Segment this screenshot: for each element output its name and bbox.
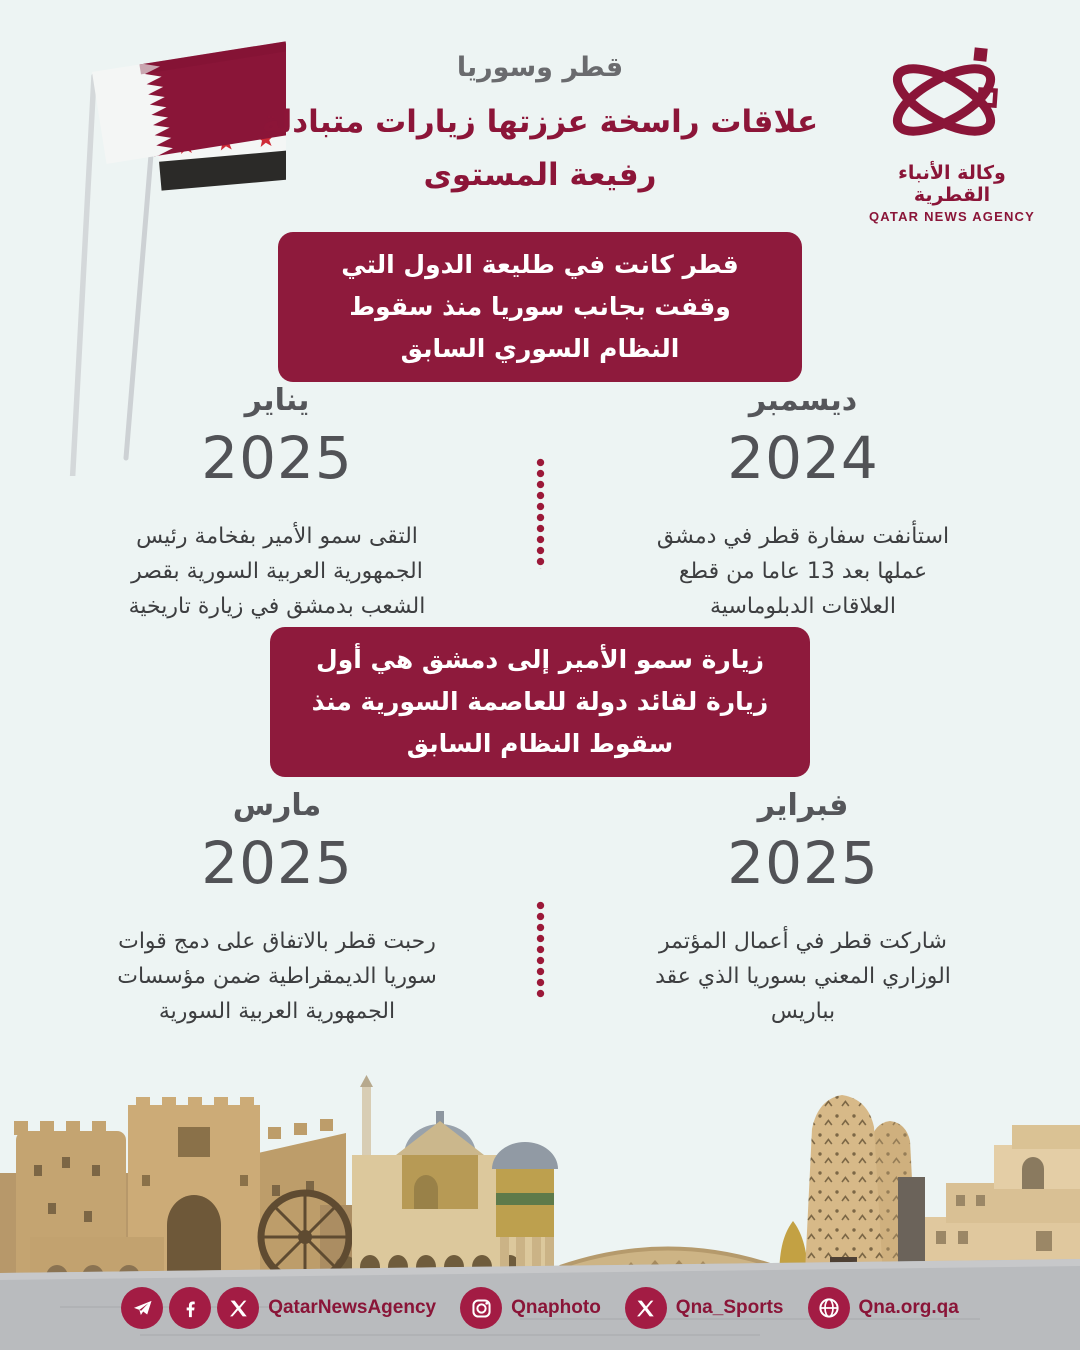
qna-logo-name-english: QATAR NEWS AGENCY	[868, 209, 1036, 224]
timeline-card-december-2024	[638, 383, 968, 624]
highlight-banner-2	[270, 627, 810, 777]
facebook-icon[interactable]	[169, 1287, 211, 1329]
globe-icon[interactable]	[808, 1287, 850, 1329]
x-icon[interactable]	[625, 1287, 667, 1329]
page-title-line2: رفيعة المستوى	[423, 156, 657, 193]
timeline-row-1	[0, 383, 1080, 624]
social-icons	[121, 1287, 259, 1329]
timeline-description: شاركت قطر في أعمال المؤتمر الوزاري المعني بسوريا الذي عقد بباريس	[655, 929, 951, 1024]
timeline-year: 2025	[727, 829, 879, 897]
x-icon[interactable]	[217, 1287, 259, 1329]
timeline-month: يناير	[244, 383, 310, 418]
page-title	[260, 96, 820, 201]
header-kicker: قطر وسوريا	[456, 52, 624, 83]
dotted-divider-icon	[536, 457, 545, 569]
timeline-divider-1	[442, 383, 638, 624]
social-group-instagram[interactable]	[460, 1287, 601, 1329]
social-group-website[interactable]	[808, 1287, 959, 1329]
timeline-divider-2	[442, 788, 638, 1029]
header	[260, 52, 820, 201]
page-title-line1: علاقات راسخة عززتها زيارات متبادلة	[261, 104, 819, 140]
social-handle[interactable]: Qnaphoto	[511, 1297, 601, 1318]
timeline-description: التقى سمو الأمير بفخامة رئيس الجمهورية العربية السورية بقصر الشعب بدمشق في زيارة تاريخية	[128, 524, 426, 619]
social-handle[interactable]: Qna.org.qa	[858, 1297, 959, 1318]
social-handle[interactable]: Qna_Sports	[675, 1297, 784, 1318]
timeline-description: رحبت قطر بالاتفاق على دمج قوات سوريا الديمقراطية ضمن مؤسسات الجمهورية العربية السورية	[117, 929, 437, 1024]
timeline-description: استأنفت سفارة قطر في دمشق عملها بعد 13 عاما من قطع العلاقات الدبلوماسية	[656, 524, 950, 619]
timeline-card-march-2025	[112, 788, 442, 1029]
timeline-year: 2025	[201, 424, 353, 492]
qna-logo	[862, 44, 1042, 224]
social-group-x-sports[interactable]	[625, 1287, 784, 1329]
highlight-banner-2-text: زيارة سمو الأمير إلى دمشق هي أول زيارة لقائد دولة للعاصمة السورية منذ سقوط النظام السابق	[311, 645, 769, 758]
highlight-banner-1	[278, 232, 802, 382]
timeline-month: ديسمبر	[748, 383, 858, 418]
timeline-row-2	[0, 788, 1080, 1029]
timeline-month: مارس	[232, 788, 322, 823]
qna-logo-name-arabic: وكالة الأنباء القطرية	[898, 162, 1006, 206]
qna-logo-mark	[862, 44, 1042, 156]
timeline-year: 2024	[727, 424, 879, 492]
instagram-icon[interactable]	[460, 1287, 502, 1329]
social-group-main[interactable]	[121, 1287, 436, 1329]
social-handle[interactable]: QatarNewsAgency	[268, 1297, 437, 1318]
highlight-banner-1-text: قطر كانت في طليعة الدول التي وقفت بجانب سوريا منذ سقوط النظام السوري السابق	[341, 250, 739, 363]
timeline-card-february-2025	[638, 788, 968, 1029]
timeline-card-january-2025	[112, 383, 442, 624]
dotted-divider-icon	[536, 900, 545, 1000]
timeline-year: 2025	[201, 829, 353, 897]
social-bar	[0, 1287, 1080, 1329]
timeline-month: فبراير	[757, 788, 849, 823]
telegram-icon[interactable]	[121, 1287, 163, 1329]
